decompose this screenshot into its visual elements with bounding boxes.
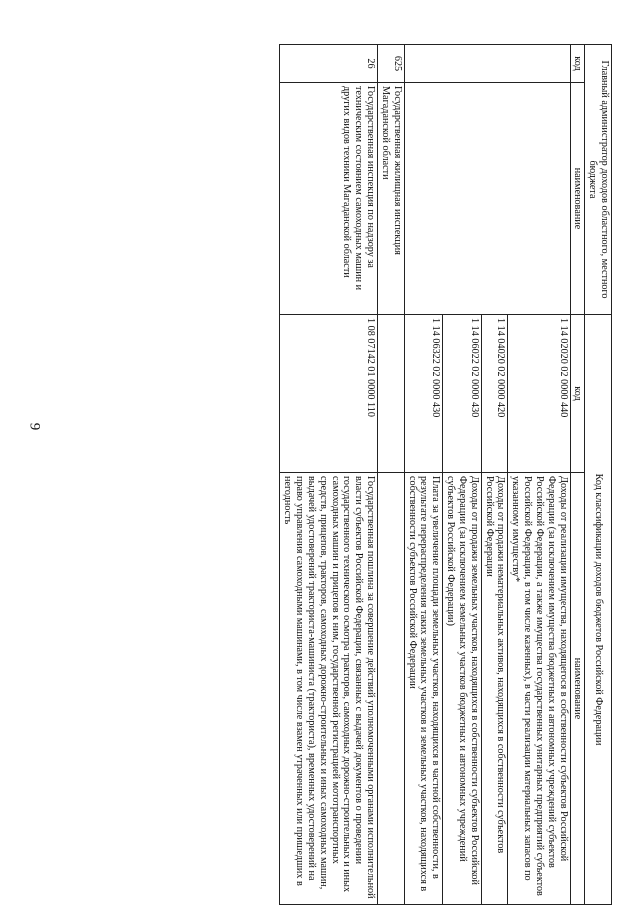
table-header-row-2 [570, 45, 585, 905]
admin-name-cell: Государственная инспекция по надзору за техническим состоянием самоходных машин и других видов техники Магаданской области [280, 83, 378, 315]
page-number: 9 [26, 422, 43, 431]
col-code-header: код [570, 45, 585, 83]
kbk-code-cell: 1 14 04020 02 0000 420 [481, 315, 508, 473]
admin-code-cell: 26 [280, 45, 378, 83]
table-row [508, 45, 570, 905]
table-row [378, 45, 405, 905]
kbk-name-cell: Доходы от продажи земельных участков, находящихся в собственности субъектов Российской Федерации (за исключением земельных участков бюджетных и автономных учреждений субъектов Российской Федерации) [443, 473, 481, 905]
rotated-page [52, 44, 612, 904]
table-header-row-1 [585, 45, 612, 905]
admin-code-cell [404, 45, 570, 83]
admin-group-header: Главный администратор доходов областного, местного бюджета [585, 45, 612, 315]
col-kbk-name-header: наименование [570, 473, 585, 905]
admin-name-cell [404, 83, 570, 315]
kbk-name-cell: Плата за увеличение площади земельных участков, находящихся в частной собственности, в результате перераспределения таких земельных участков и земельных участков, находящихся в собственности субъектов Российской Федерации [404, 473, 442, 905]
revenue-administrators-table [279, 44, 612, 905]
admin-code-cell: 625 [378, 45, 405, 83]
table-row [280, 45, 378, 905]
kbk-code-cell: 1 14 02020 02 0000 440 [508, 315, 570, 473]
kbk-code-cell: 1 08 07142 01 0000 110 [280, 315, 378, 473]
kbk-name-cell: Доходы от реализации имущества, находящегося в собственности субъектов Российской Федерации (за исключением имущества бюджетных и автономных учреждений субъектов Российской Федерации, а также имущества государственных унитарных предприятий субъектов Российской Федерации, в том числе казенных), в части реализации материальных запасов по указанному имуществу* [508, 473, 570, 905]
kbk-code-cell: 1 14 06322 02 0000 430 [404, 315, 442, 473]
kbk-name-cell [378, 473, 405, 905]
kbk-code-cell: 1 14 06022 02 0000 430 [443, 315, 481, 473]
kbk-name-cell: Государственная пошлина за совершение действий уполномоченными органами исполнительной власти субъектов Российской Федерации, связанных с выдачей документов о проведении государственного технического осмотра тракторов, самоходных дорожно-строительных и иных самоходных машин и прицепов к ним, государственной регистрацией мототранспортных средств, прицепов, тракторов, самоходных дорожно-строительных и иных самоходных машин, выдачей удостоверений тракториста-машиниста (тракториста), временных удостоверений на право управления самоходными машинами, в том числе взамен утраченных или пришедших в негодность [280, 473, 378, 905]
kbk-code-cell [378, 315, 405, 473]
col-admin-name-header: наименование [570, 83, 585, 315]
kbk-name-cell: Доходы от продажи нематериальных активов, находящихся в собственности субъектов Российской Федерации [481, 473, 508, 905]
admin-name-cell: Государственная жилищная инспекция Магаданской области [378, 83, 405, 315]
col-kbk-header: код [570, 315, 585, 473]
kbk-group-header: Код классификации доходов бюджетов Российской Федерации [585, 315, 612, 905]
